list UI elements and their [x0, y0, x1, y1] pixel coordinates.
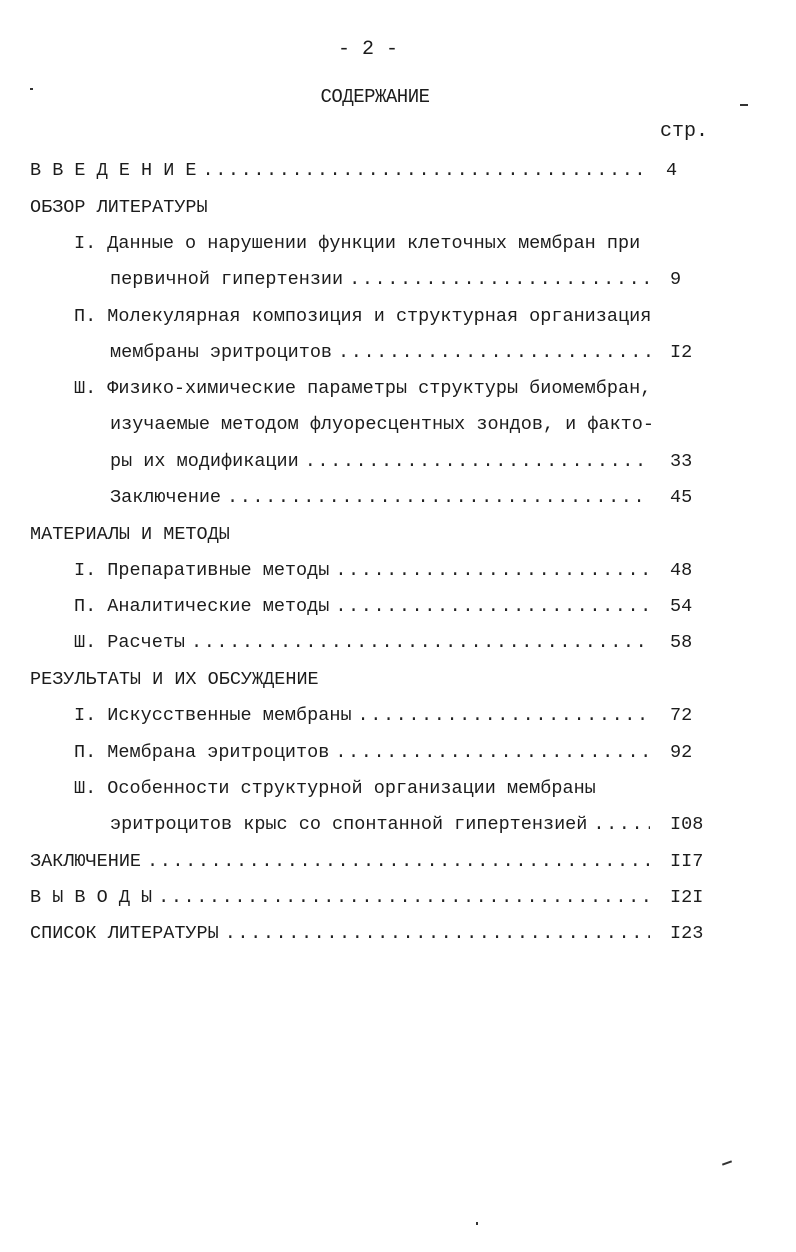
toc-entry-text: В В Е Д Е Н И Е [30, 160, 197, 181]
dot-leader [185, 629, 650, 657]
toc-entry-text: Ш. Физико-химические параметры структуры биомембран, [74, 378, 652, 399]
toc-entry-text: Заключение [110, 487, 222, 508]
dot-leader [141, 848, 650, 876]
toc-entry-text: СПИСОК ЛИТЕРАТУРЫ [30, 923, 219, 944]
toc-entry-text: ОБЗОР ЛИТЕРАТУРЫ [30, 197, 208, 218]
page-number: - 2 - [337, 38, 398, 61]
toc-entry-text: I. Искусственные мембраны [74, 705, 352, 726]
dot-leader [332, 339, 650, 367]
toc-entry-3-line3 [110, 448, 693, 476]
toc-entry-text: изучаемые методом флуоресцентных зондов, и факто- [110, 414, 654, 435]
toc-entry-page: 48 [670, 560, 693, 581]
dot-leader [352, 702, 650, 730]
toc-entry-page: 33 [670, 451, 693, 472]
dot-leader [152, 884, 650, 912]
scan-speck [740, 104, 748, 106]
scan-speck [476, 1222, 478, 1225]
toc-entry-bibliography [30, 920, 704, 948]
toc-entry-page: 72 [670, 705, 693, 726]
toc-entry-text: МАТЕРИАЛЫ И МЕТОДЫ [30, 524, 230, 545]
toc-entry-page: I2 [670, 342, 693, 363]
toc-entry-page: I23 [670, 923, 704, 944]
toc-entry-page: 45 [670, 487, 693, 508]
toc-entry-page: 92 [670, 742, 693, 763]
toc-entry-2-line2 [110, 339, 693, 367]
toc-section-literature-review [30, 194, 650, 222]
toc-entry-page: I08 [670, 814, 704, 835]
toc-entry-text: П. Молекулярная композиция и структурная организация [74, 306, 652, 327]
toc-entry-text: первичной гипертензии [110, 269, 344, 290]
dot-leader [197, 157, 650, 185]
toc-entry-1-line2 [110, 266, 682, 294]
toc-section-materials-methods [30, 521, 650, 549]
dot-leader [329, 557, 650, 585]
toc-entry-text: ЗАКЛЮЧЕНИЕ [30, 851, 142, 872]
scan-speck [30, 88, 33, 90]
dot-leader [329, 739, 650, 767]
dot-leader [329, 593, 650, 621]
toc-entry-text: I. Препаративные методы [74, 560, 330, 581]
toc-entry-page: 58 [670, 632, 693, 653]
dot-leader [219, 920, 650, 948]
toc-entry-preparative-methods [74, 557, 693, 585]
toc-entry-3-line2 [110, 411, 670, 439]
toc-entry-text: П. Мембрана эритроцитов [74, 742, 330, 763]
toc-entry-calculations [74, 629, 693, 657]
toc-entry-1-line1 [74, 230, 674, 258]
toc-entry-conclusion-review [110, 484, 693, 512]
toc-entry-conclusion [30, 848, 704, 876]
toc-title: СОДЕРЖАНИЕ [320, 86, 430, 108]
toc-entry-features-line2 [110, 811, 704, 839]
toc-entry-page: II7 [670, 851, 704, 872]
toc-entry-conclusions [30, 884, 704, 912]
toc-entry-text: I. Данные о нарушении функции клеточных мембран при [74, 233, 641, 254]
toc-entry-text: эритроцитов крыс со спонтанной гипертензией [110, 814, 588, 835]
toc-entry-text: мембраны эритроцитов [110, 342, 333, 363]
toc-entry-text: ры их модификации [110, 451, 299, 472]
toc-entry-2-line1 [74, 303, 674, 331]
toc-entry-text: В Ы В О Д Ы [30, 887, 153, 908]
toc-entry-page: I2I [670, 887, 704, 908]
scan-speck [722, 1160, 732, 1165]
toc-entry-artificial-membranes [74, 702, 693, 730]
toc-entry-page: 9 [670, 269, 682, 290]
page-column-label: стр. [660, 120, 709, 143]
toc-entry-page: 54 [670, 596, 693, 617]
toc-entry-erythrocyte-membrane [74, 739, 693, 767]
toc-entry-text: П. Аналитические методы [74, 596, 330, 617]
dot-leader [221, 484, 650, 512]
toc-entry-page: 4 [666, 160, 678, 181]
toc-entry-analytical-methods [74, 593, 693, 621]
toc-entry-text: Ш. Особенности структурной организации мембраны [74, 778, 596, 799]
toc-entry-3-line1 [74, 375, 684, 403]
toc-entry-text: Ш. Расчеты [74, 632, 186, 653]
dot-leader [299, 448, 650, 476]
toc-section-results-discussion [30, 666, 650, 694]
toc-entry-features-line1 [74, 775, 674, 803]
toc-entry-text: РЕЗУЛЬТАТЫ И ИХ ОБСУЖДЕНИЕ [30, 669, 319, 690]
dot-leader [343, 266, 650, 294]
dot-leader [587, 811, 650, 839]
toc-entry-introduction [30, 157, 678, 185]
